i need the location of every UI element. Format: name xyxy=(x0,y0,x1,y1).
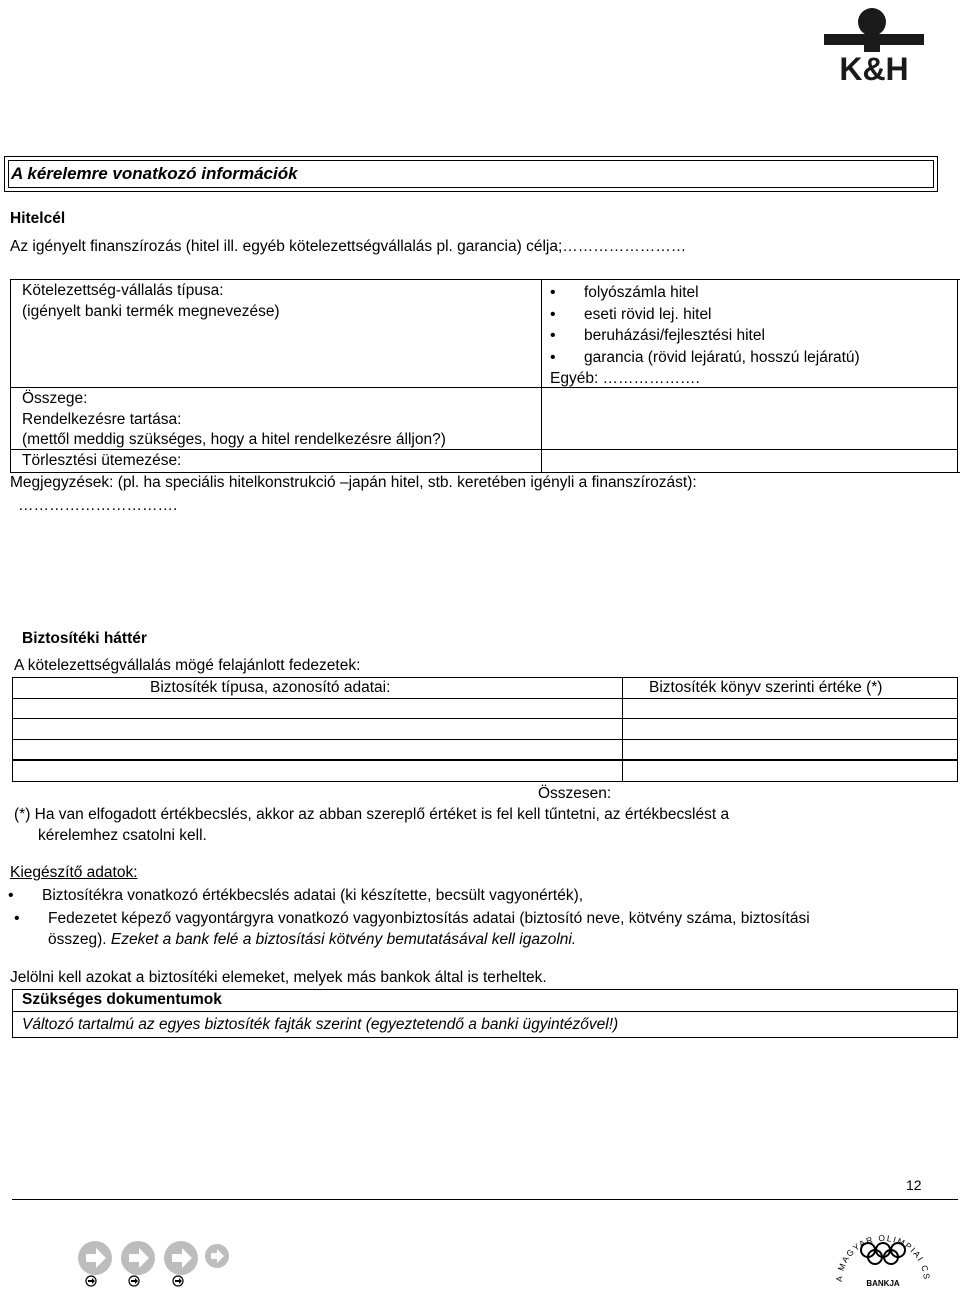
table-row xyxy=(12,739,958,760)
collateral-intro: A kötelezettségvállalás mögé felajánlott fedezetek: xyxy=(14,657,361,674)
collateral-footnote-cont: kérelemhez csatolni kell. xyxy=(38,827,207,844)
hitelcel-text: Az igényelt finanszírozás (hitel ill. egyéb kötelezettségvállalás pl. garancia) célja;…………………… xyxy=(10,238,687,255)
section-header xyxy=(4,156,938,192)
olympic-ring-text: A MAGYAR OLIMPIAI CS xyxy=(833,1232,932,1283)
collateral-total: Összesen: xyxy=(538,785,612,802)
logo-text: K&H xyxy=(839,51,909,84)
extra-item-cont-plain: összeg). xyxy=(48,931,111,948)
option-item: • beruházási/fejlesztési hitel xyxy=(584,327,765,345)
extra-item: • Fedezetet képező vagyontárgyra vonatkozó vagyonbiztosítás adatai (biztosító neve, kötvény száma, biztosítási xyxy=(48,910,810,928)
table-row xyxy=(12,760,958,782)
extra-item: • Biztosítékra vonatkozó értékbecslés adatai (ki készítette, becsült vagyonérték), xyxy=(42,887,583,905)
option-item: • garancia (rövid lejáratú, hosszú lejáratú) xyxy=(584,349,860,367)
hitelcel-heading: Hitelcél xyxy=(10,210,66,227)
extra-item-cont xyxy=(48,931,576,949)
option-item: • folyószámla hitel xyxy=(584,284,699,302)
table-row xyxy=(12,698,958,719)
option-item: • eseti rövid lej. hitel xyxy=(584,306,712,324)
repayment-label: Törlesztési ütemezése: xyxy=(22,452,182,469)
collateral-footnote: (*) Ha van elfogadott értékbecslés, akkor az abban szereplő értéket is fel kell tűntetni, az értékbecslést a xyxy=(14,806,730,823)
other-option: Egyéb: ………………. xyxy=(550,370,700,387)
section-title: A kérelemre vonatkozó információk xyxy=(11,164,298,183)
svg-text:A MAGYAR OLIMPIAI CSAPAT xyxy=(832,1208,932,1282)
page-number: 12 xyxy=(906,1177,922,1193)
availability-sublabel: (mettől meddig szükséges, hogy a hitel rendelkezésre álljon?) xyxy=(22,431,446,448)
extra-item-cont-italic: Ezeket a bank felé a biztosítási kötvény bemutatásával kell igazolni. xyxy=(110,931,577,948)
footer-divider xyxy=(12,1199,958,1200)
notes-dots: …………………………. xyxy=(18,497,178,514)
kh-logo xyxy=(822,4,928,84)
collateral-heading: Biztosítéki háttér xyxy=(22,630,147,647)
olympic-team-bank-logo xyxy=(832,1208,932,1288)
extra-heading: Kiegészítő adatok: xyxy=(10,864,138,881)
notes-text: Megjegyzések: (pl. ha speciális hitelkonstrukció –japán hitel, stb. keretében igényli a finanszírozást): xyxy=(10,474,697,491)
availability-label: Rendelkezésre tartása: xyxy=(22,411,182,428)
type-sublabel: (igényelt banki termék megnevezése) xyxy=(22,303,280,320)
olympic-bank-text: BANKJA xyxy=(866,1279,900,1288)
type-label: Kötelezettség-vállalás típusa: xyxy=(22,282,224,299)
collateral-col-type: Biztosíték típusa, azonosító adatai: xyxy=(150,679,391,696)
collateral-col-value: Biztosíték könyv szerinti értéke (*) xyxy=(649,679,883,696)
amount-label: Összege: xyxy=(22,390,88,407)
mark-text: Jelölni kell azokat a biztosítéki elemeket, melyek más bankok által is terheltek. xyxy=(10,969,547,986)
docs-heading: Szükséges dokumentumok xyxy=(22,991,222,1008)
docs-text: Változó tartalmú az egyes biztosíték fajták szerint (egyeztetendő a banki ügyintézővel!) xyxy=(22,1016,619,1033)
nav-arrows xyxy=(60,1236,250,1288)
